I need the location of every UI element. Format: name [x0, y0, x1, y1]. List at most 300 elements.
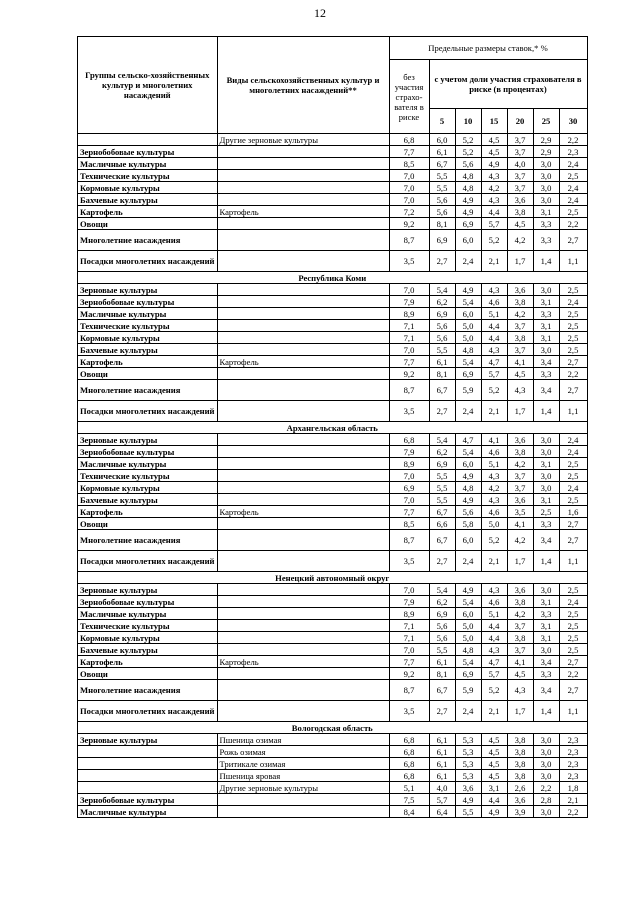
rate-cell: 7,1	[389, 332, 429, 344]
rate-cell: 2,5	[559, 584, 587, 596]
crop-kind-cell	[217, 218, 389, 230]
rate-cell: 5,0	[455, 332, 481, 344]
rate-cell: 5,2	[481, 380, 507, 401]
rate-cell: 5,6	[429, 194, 455, 206]
rate-cell: 3,8	[507, 758, 533, 770]
rate-cell: 3,4	[533, 356, 559, 368]
rate-cell: 2,4	[559, 182, 587, 194]
rate-cell: 8,7	[389, 380, 429, 401]
crop-group-cell: Масличные культуры	[78, 608, 218, 620]
table-row	[78, 182, 588, 194]
rate-cell: 6,9	[429, 230, 455, 251]
rate-cell: 1,8	[559, 782, 587, 794]
table-row	[78, 332, 588, 344]
rate-cell: 5,4	[455, 596, 481, 608]
rate-cell: 5,7	[481, 368, 507, 380]
rate-cell: 4,9	[455, 194, 481, 206]
rate-cell: 4,4	[481, 320, 507, 332]
rate-cell: 3,1	[533, 494, 559, 506]
rate-cell: 8,7	[389, 230, 429, 251]
rate-cell: 4,5	[507, 368, 533, 380]
rate-cell: 8,5	[389, 518, 429, 530]
rate-cell: 4,5	[481, 134, 507, 146]
rate-cell: 6,7	[429, 506, 455, 518]
crop-group-cell: Посадки многолетних насаждений	[78, 401, 218, 422]
rate-cell: 4,3	[481, 584, 507, 596]
rate-cell: 5,2	[481, 530, 507, 551]
crop-group-cell: Многолетние насаждения	[78, 680, 218, 701]
rate-cell: 2,5	[559, 284, 587, 296]
crop-group-cell: Бахчевые культуры	[78, 494, 218, 506]
table-row	[78, 470, 588, 482]
crop-kind-cell	[217, 308, 389, 320]
rate-cell: 4,5	[507, 668, 533, 680]
rate-cell: 5,5	[429, 170, 455, 182]
rate-cell: 6,8	[389, 434, 429, 446]
crop-group-cell: Картофель	[78, 656, 218, 668]
table-row	[78, 218, 588, 230]
rate-cell: 2,4	[559, 482, 587, 494]
crop-group-cell	[78, 134, 218, 146]
rate-cell: 4,9	[455, 206, 481, 218]
rate-cell: 6,1	[429, 758, 455, 770]
rate-cell: 6,0	[455, 458, 481, 470]
rate-cell: 6,7	[429, 530, 455, 551]
header-share-20: 20	[507, 109, 533, 134]
rate-cell: 5,6	[455, 158, 481, 170]
header-no-participation: без участия страхо-вателя в риске	[389, 60, 429, 134]
rate-cell: 1,1	[559, 251, 587, 272]
rate-cell: 2,5	[559, 470, 587, 482]
rate-cell: 1,7	[507, 401, 533, 422]
crop-group-cell: Многолетние насаждения	[78, 530, 218, 551]
rate-cell: 6,0	[429, 134, 455, 146]
rate-cell: 5,5	[429, 344, 455, 356]
rate-cell: 3,0	[533, 470, 559, 482]
rate-cell: 5,6	[455, 506, 481, 518]
rate-cell: 6,8	[389, 134, 429, 146]
rate-cell: 1,1	[559, 401, 587, 422]
table-row	[78, 734, 588, 746]
crop-group-cell: Зернобобовые культуры	[78, 146, 218, 158]
table-row	[78, 518, 588, 530]
rate-cell: 6,9	[389, 482, 429, 494]
crop-group-cell: Бахчевые культуры	[78, 194, 218, 206]
crop-group-cell	[78, 770, 218, 782]
rate-cell: 8,9	[389, 308, 429, 320]
crop-group-cell: Посадки многолетних насаждений	[78, 551, 218, 572]
rate-cell: 6,8	[389, 734, 429, 746]
rate-cell: 3,1	[533, 632, 559, 644]
header-share-30: 30	[559, 109, 587, 134]
rate-cell: 7,1	[389, 620, 429, 632]
rate-cell: 2,4	[455, 701, 481, 722]
rate-cell: 5,2	[455, 146, 481, 158]
rate-cell: 2,3	[559, 146, 587, 158]
crop-kind-cell: Пшеница яровая	[217, 770, 389, 782]
rate-cell: 3,0	[533, 806, 559, 818]
rate-cell: 5,9	[455, 680, 481, 701]
rate-cell: 2,3	[559, 758, 587, 770]
rate-cell: 2,4	[559, 296, 587, 308]
rate-cell: 5,4	[429, 284, 455, 296]
rate-cell: 3,7	[507, 344, 533, 356]
crop-kind-cell	[217, 194, 389, 206]
rate-cell: 6,8	[389, 770, 429, 782]
crop-kind-cell	[217, 680, 389, 701]
rate-cell: 6,9	[429, 308, 455, 320]
rate-cell: 2,4	[455, 401, 481, 422]
crop-group-cell: Зернобобовые культуры	[78, 296, 218, 308]
rate-cell: 5,5	[429, 494, 455, 506]
rate-cell: 2,7	[559, 656, 587, 668]
crop-kind-cell: Картофель	[217, 506, 389, 518]
rate-cell: 4,6	[481, 506, 507, 518]
rate-cell: 4,9	[481, 158, 507, 170]
table-row	[78, 701, 588, 722]
rate-cell: 3,1	[533, 332, 559, 344]
rate-cell: 8,9	[389, 608, 429, 620]
table-row	[78, 794, 588, 806]
crop-kind-cell	[217, 446, 389, 458]
rate-cell: 1,7	[507, 551, 533, 572]
crop-kind-cell	[217, 170, 389, 182]
rate-cell: 4,1	[481, 434, 507, 446]
rate-cell: 5,9	[455, 380, 481, 401]
rate-cell: 7,2	[389, 206, 429, 218]
crop-kind-cell: Другие зерновые культуры	[217, 782, 389, 794]
crop-kind-cell: Картофель	[217, 356, 389, 368]
rate-cell: 4,6	[481, 596, 507, 608]
rate-cell: 8,5	[389, 158, 429, 170]
rate-cell: 2,5	[559, 608, 587, 620]
rate-cell: 6,8	[389, 758, 429, 770]
table-row	[78, 632, 588, 644]
rate-cell: 7,0	[389, 584, 429, 596]
rate-cell: 3,7	[507, 134, 533, 146]
crop-group-cell: Кормовые культуры	[78, 182, 218, 194]
rate-cell: 5,6	[429, 620, 455, 632]
table-row	[78, 596, 588, 608]
crop-group-cell: Картофель	[78, 356, 218, 368]
table-row	[78, 368, 588, 380]
rate-cell: 3,0	[533, 446, 559, 458]
crop-kind-cell	[217, 320, 389, 332]
table-row	[78, 782, 588, 794]
table-body	[78, 134, 588, 818]
rate-cell: 2,4	[455, 551, 481, 572]
crop-kind-cell	[217, 584, 389, 596]
rate-cell: 5,4	[429, 584, 455, 596]
rate-cell: 8,1	[429, 218, 455, 230]
table-row	[78, 668, 588, 680]
rate-cell: 5,4	[455, 296, 481, 308]
rate-cell: 5,5	[429, 482, 455, 494]
rate-cell: 7,5	[389, 794, 429, 806]
rate-cell: 2,2	[533, 782, 559, 794]
rate-cell: 2,6	[507, 782, 533, 794]
rate-cell: 7,9	[389, 446, 429, 458]
table-row	[78, 458, 588, 470]
rate-cell: 2,2	[559, 134, 587, 146]
rate-cell: 3,1	[533, 206, 559, 218]
rate-cell: 3,7	[507, 182, 533, 194]
rate-cell: 4,9	[455, 284, 481, 296]
crop-group-cell	[78, 758, 218, 770]
rate-cell: 4,9	[481, 806, 507, 818]
rate-cell: 4,3	[507, 680, 533, 701]
rate-cell: 3,0	[533, 170, 559, 182]
crop-kind-cell: Другие зерновые культуры	[217, 134, 389, 146]
page-number: 12	[314, 6, 326, 20]
rate-cell: 2,4	[559, 158, 587, 170]
rate-cell: 2,7	[429, 401, 455, 422]
rate-cell: 1,4	[533, 251, 559, 272]
crop-group-cell: Овощи	[78, 218, 218, 230]
rate-cell: 2,2	[559, 806, 587, 818]
table-row	[78, 506, 588, 518]
rate-cell: 1,1	[559, 701, 587, 722]
region-title: Архангельская область	[78, 422, 588, 434]
rate-cell: 3,1	[533, 458, 559, 470]
table-row	[78, 446, 588, 458]
rate-cell: 1,7	[507, 701, 533, 722]
rate-cell: 6,1	[429, 746, 455, 758]
region-title: Республика Коми	[78, 272, 588, 284]
rate-cell: 2,9	[533, 146, 559, 158]
rate-cell: 1,1	[559, 551, 587, 572]
crop-kind-cell	[217, 608, 389, 620]
rate-cell: 3,5	[389, 251, 429, 272]
table-row	[78, 320, 588, 332]
crop-group-cell: Зерновые культуры	[78, 584, 218, 596]
table-row	[78, 380, 588, 401]
rate-cell: 5,3	[455, 758, 481, 770]
rate-cell: 4,4	[481, 620, 507, 632]
rate-cell: 5,0	[455, 620, 481, 632]
rate-cell: 2,5	[559, 632, 587, 644]
rate-cell: 3,4	[533, 680, 559, 701]
rate-cell: 3,5	[389, 551, 429, 572]
rate-cell: 2,5	[559, 344, 587, 356]
rate-cell: 4,6	[481, 446, 507, 458]
crop-group-cell: Кормовые культуры	[78, 632, 218, 644]
crop-kind-cell	[217, 344, 389, 356]
table-row	[78, 806, 588, 818]
rate-cell: 2,5	[559, 494, 587, 506]
crop-kind-cell	[217, 368, 389, 380]
rate-cell: 4,6	[481, 296, 507, 308]
rate-cell: 3,4	[533, 380, 559, 401]
rate-cell: 2,7	[559, 380, 587, 401]
rate-cell: 2,5	[559, 320, 587, 332]
rate-cell: 2,7	[429, 701, 455, 722]
rate-cell: 5,4	[455, 356, 481, 368]
crop-group-cell: Кормовые культуры	[78, 482, 218, 494]
table-row	[78, 206, 588, 218]
rate-cell: 5,5	[429, 470, 455, 482]
table-row	[78, 758, 588, 770]
crop-group-cell: Многолетние насаждения	[78, 230, 218, 251]
rate-cell: 3,4	[533, 530, 559, 551]
rate-cell: 2,2	[559, 668, 587, 680]
rate-cell: 2,5	[559, 332, 587, 344]
rate-cell: 2,5	[559, 644, 587, 656]
rate-cell: 4,9	[455, 584, 481, 596]
header-share-5: 5	[429, 109, 455, 134]
rate-cell: 4,5	[481, 758, 507, 770]
rate-cell: 5,0	[455, 320, 481, 332]
rate-cell: 2,7	[559, 518, 587, 530]
rate-cell: 3,8	[507, 332, 533, 344]
rate-cell: 3,1	[533, 596, 559, 608]
rate-cell: 3,0	[533, 746, 559, 758]
rate-cell: 6,0	[455, 608, 481, 620]
rate-cell: 3,3	[533, 218, 559, 230]
rate-cell: 7,0	[389, 494, 429, 506]
rate-cell: 5,1	[481, 608, 507, 620]
rate-cell: 5,5	[429, 644, 455, 656]
rate-cell: 4,9	[455, 470, 481, 482]
crop-group-cell: Технические культуры	[78, 470, 218, 482]
rate-cell: 7,7	[389, 356, 429, 368]
rate-cell: 2,5	[559, 458, 587, 470]
rate-cell: 5,6	[429, 206, 455, 218]
rate-cell: 5,2	[455, 134, 481, 146]
rate-cell: 2,4	[559, 194, 587, 206]
crop-kind-cell	[217, 434, 389, 446]
rate-cell: 3,0	[533, 182, 559, 194]
crop-kind-cell	[217, 632, 389, 644]
crop-group-cell: Технические культуры	[78, 320, 218, 332]
rate-cell: 2,5	[559, 206, 587, 218]
rate-cell: 8,9	[389, 458, 429, 470]
rate-cell: 6,9	[429, 608, 455, 620]
rate-cell: 3,0	[533, 482, 559, 494]
rate-cell: 7,0	[389, 182, 429, 194]
rate-cell: 3,6	[507, 584, 533, 596]
rate-cell: 5,6	[429, 332, 455, 344]
table-row	[78, 230, 588, 251]
rate-cell: 3,1	[533, 620, 559, 632]
rate-cell: 3,7	[507, 170, 533, 182]
crop-kind-cell	[217, 482, 389, 494]
table-row	[78, 134, 588, 146]
rate-cell: 2,8	[533, 794, 559, 806]
crop-kind-cell	[217, 296, 389, 308]
rate-cell: 6,9	[455, 218, 481, 230]
table-row	[78, 644, 588, 656]
rate-cell: 4,4	[481, 332, 507, 344]
rate-cell: 4,1	[507, 356, 533, 368]
crop-group-cell: Зернобобовые культуры	[78, 446, 218, 458]
crop-kind-cell	[217, 401, 389, 422]
crop-kind-cell	[217, 494, 389, 506]
rate-cell: 2,4	[559, 446, 587, 458]
crop-group-cell: Овощи	[78, 668, 218, 680]
rate-cell: 7,7	[389, 146, 429, 158]
crop-group-cell: Овощи	[78, 518, 218, 530]
rate-cell: 6,6	[429, 518, 455, 530]
header-share-25: 25	[533, 109, 559, 134]
rate-cell: 5,7	[429, 794, 455, 806]
rate-cell: 3,8	[507, 632, 533, 644]
rate-cell: 4,3	[481, 644, 507, 656]
rate-cell: 3,7	[507, 620, 533, 632]
rate-cell: 2,7	[559, 530, 587, 551]
rate-cell: 2,7	[559, 230, 587, 251]
rate-cell: 5,4	[429, 434, 455, 446]
rate-cell: 2,1	[481, 401, 507, 422]
rate-cell: 2,1	[481, 551, 507, 572]
rate-cell: 5,3	[455, 770, 481, 782]
rate-cell: 4,3	[481, 170, 507, 182]
rate-cell: 3,8	[507, 770, 533, 782]
table-row	[78, 356, 588, 368]
rate-cell: 3,6	[455, 782, 481, 794]
table-row	[78, 296, 588, 308]
rate-cell: 6,9	[455, 668, 481, 680]
rate-cell: 5,2	[481, 680, 507, 701]
rate-cell: 3,3	[533, 368, 559, 380]
crop-group-cell: Кормовые культуры	[78, 332, 218, 344]
rate-cell: 6,1	[429, 146, 455, 158]
header-group-col: Группы сельско-хозяйственных культур и многолетних насаждений	[78, 37, 218, 134]
table-row	[78, 494, 588, 506]
rate-cell: 6,7	[429, 680, 455, 701]
rate-cell: 5,7	[481, 668, 507, 680]
table-header	[78, 37, 588, 134]
rate-cell: 5,8	[455, 518, 481, 530]
rate-cell: 3,3	[533, 608, 559, 620]
rate-cell: 3,9	[507, 806, 533, 818]
rate-cell: 5,6	[429, 320, 455, 332]
rate-cell: 3,5	[389, 401, 429, 422]
table-row	[78, 746, 588, 758]
rate-cell: 3,7	[507, 482, 533, 494]
rate-cell: 3,0	[533, 158, 559, 170]
rate-cell: 4,5	[507, 218, 533, 230]
rate-cell: 3,4	[533, 656, 559, 668]
crop-kind-cell	[217, 470, 389, 482]
crop-kind-cell	[217, 620, 389, 632]
rate-cell: 6,2	[429, 446, 455, 458]
crop-kind-cell	[217, 701, 389, 722]
rate-cell: 7,7	[389, 506, 429, 518]
rate-cell: 2,4	[559, 596, 587, 608]
crop-kind-cell	[217, 332, 389, 344]
rate-cell: 4,3	[481, 344, 507, 356]
crop-kind-cell: Картофель	[217, 206, 389, 218]
rate-cell: 2,7	[559, 680, 587, 701]
rate-cell: 4,8	[455, 644, 481, 656]
rate-cell: 1,4	[533, 551, 559, 572]
table-row	[78, 170, 588, 182]
rate-cell: 3,1	[533, 320, 559, 332]
rate-cell: 4,8	[455, 344, 481, 356]
rate-cell: 3,6	[507, 194, 533, 206]
rate-cell: 3,3	[533, 308, 559, 320]
rate-cell: 2,1	[481, 701, 507, 722]
rate-cell: 4,1	[507, 518, 533, 530]
table-row	[78, 770, 588, 782]
rate-cell: 5,7	[481, 218, 507, 230]
rate-cell: 4,4	[481, 632, 507, 644]
rate-cell: 2,3	[559, 734, 587, 746]
header-max-rates: Предельные размеры ставок,* %	[389, 37, 587, 60]
rate-cell: 3,7	[507, 644, 533, 656]
rate-cell: 4,2	[507, 308, 533, 320]
